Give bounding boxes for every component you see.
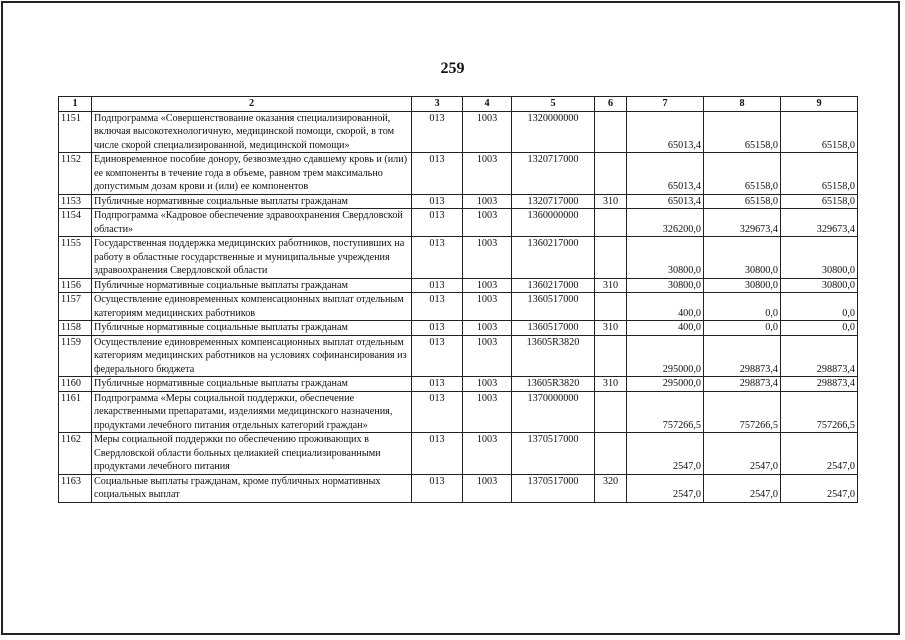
table-row — [59, 321, 858, 336]
row-amount-col9: 0,0 — [781, 293, 858, 321]
row-number: 1160 — [59, 377, 92, 392]
table-body — [59, 111, 858, 502]
row-amount-col7: 30800,0 — [627, 278, 704, 293]
row-section-code: 1003 — [463, 194, 512, 209]
table-row — [59, 474, 858, 502]
row-expense-type: 310 — [595, 377, 627, 392]
row-section-code: 1003 — [463, 321, 512, 336]
row-expense-type — [595, 293, 627, 321]
row-amount-col9: 329673,4 — [781, 209, 858, 237]
row-ministry-code: 013 — [412, 153, 463, 195]
row-amount-col8: 757266,5 — [704, 391, 781, 433]
row-ministry-code: 013 — [412, 391, 463, 433]
row-amount-col9: 298873,4 — [781, 335, 858, 377]
row-name: Подпрограмма «Меры социальной поддержки, обеспечение лекарственными препаратами, изделиями медицинского назначения, продуктами лечебного питания отдельных категорий граждан» — [92, 391, 412, 433]
row-amount-col8: 298873,4 — [704, 335, 781, 377]
row-expense-type — [595, 111, 627, 153]
table-row — [59, 391, 858, 433]
row-ministry-code: 013 — [412, 474, 463, 502]
row-number: 1163 — [59, 474, 92, 502]
budget-table — [58, 96, 858, 503]
row-ministry-code: 013 — [412, 335, 463, 377]
row-target-code: 1360217000 — [512, 278, 595, 293]
row-target-code: 1360517000 — [512, 321, 595, 336]
row-ministry-code: 013 — [412, 321, 463, 336]
column-header-5: 5 — [512, 97, 595, 112]
row-amount-col8: 2547,0 — [704, 433, 781, 475]
table-row — [59, 111, 858, 153]
row-section-code: 1003 — [463, 278, 512, 293]
row-amount-col8: 65158,0 — [704, 194, 781, 209]
row-number: 1154 — [59, 209, 92, 237]
row-target-code: 1370517000 — [512, 474, 595, 502]
row-amount-col8: 65158,0 — [704, 111, 781, 153]
row-name: Публичные нормативные социальные выплаты гражданам — [92, 377, 412, 392]
row-name: Публичные нормативные социальные выплаты гражданам — [92, 194, 412, 209]
row-number: 1158 — [59, 321, 92, 336]
row-name: Меры социальной поддержки по обеспечению проживающих в Свердловской области больных целиакией специализированными продуктами лечебного питания — [92, 433, 412, 475]
row-ministry-code: 013 — [412, 377, 463, 392]
row-name: Подпрограмма «Кадровое обеспечение здравоохранения Свердловской области» — [92, 209, 412, 237]
page-number: 259 — [440, 60, 465, 77]
row-number: 1153 — [59, 194, 92, 209]
column-header-2: 2 — [92, 97, 412, 112]
row-amount-col9: 298873,4 — [781, 377, 858, 392]
row-target-code: 13605R3820 — [512, 377, 595, 392]
row-section-code: 1003 — [463, 391, 512, 433]
table-row — [59, 278, 858, 293]
row-section-code: 1003 — [463, 209, 512, 237]
row-name: Подпрограмма «Совершенствование оказания специализированной, включая высокотехнологичную, медицинской помощи, скорой, в том числе скорой специализированной, медицинской помощи» — [92, 111, 412, 153]
row-number: 1156 — [59, 278, 92, 293]
table-row — [59, 335, 858, 377]
row-section-code: 1003 — [463, 111, 512, 153]
row-ministry-code: 013 — [412, 433, 463, 475]
column-header-7: 7 — [627, 97, 704, 112]
row-name: Государственная поддержка медицинских работников, поступивших на работу в областные государственные и муниципальные учреждения здравоохранения Свердловской области — [92, 237, 412, 279]
row-section-code: 1003 — [463, 293, 512, 321]
row-expense-type — [595, 153, 627, 195]
row-amount-col9: 30800,0 — [781, 278, 858, 293]
row-expense-type: 310 — [595, 321, 627, 336]
row-amount-col7: 30800,0 — [627, 237, 704, 279]
row-number: 1151 — [59, 111, 92, 153]
row-amount-col7: 295000,0 — [627, 377, 704, 392]
row-number: 1152 — [59, 153, 92, 195]
row-amount-col8: 65158,0 — [704, 153, 781, 195]
row-ministry-code: 013 — [412, 278, 463, 293]
row-amount-col9: 0,0 — [781, 321, 858, 336]
table-row — [59, 237, 858, 279]
row-amount-col8: 0,0 — [704, 321, 781, 336]
row-target-code: 1360517000 — [512, 293, 595, 321]
row-amount-col7: 295000,0 — [627, 335, 704, 377]
row-amount-col8: 30800,0 — [704, 278, 781, 293]
row-amount-col7: 65013,4 — [627, 111, 704, 153]
row-amount-col8: 329673,4 — [704, 209, 781, 237]
row-number: 1157 — [59, 293, 92, 321]
row-target-code: 1360000000 — [512, 209, 595, 237]
row-expense-type: 320 — [595, 474, 627, 502]
row-target-code: 13605R3820 — [512, 335, 595, 377]
row-amount-col9: 65158,0 — [781, 153, 858, 195]
column-header-4: 4 — [463, 97, 512, 112]
table-row — [59, 209, 858, 237]
row-ministry-code: 013 — [412, 194, 463, 209]
column-header-3: 3 — [412, 97, 463, 112]
row-target-code: 1370517000 — [512, 433, 595, 475]
column-header-6: 6 — [595, 97, 627, 112]
row-amount-col8: 298873,4 — [704, 377, 781, 392]
row-section-code: 1003 — [463, 335, 512, 377]
row-expense-type — [595, 335, 627, 377]
row-name: Осуществление единовременных компенсационных выплат отдельным категориям медицинских работников — [92, 293, 412, 321]
row-name: Единовременное пособие донору, безвозмездно сдавшему кровь и (или) ее компоненты в течение года в объеме, равном трем максимально допустимым дозам крови и (или) ее компонентов — [92, 153, 412, 195]
row-section-code: 1003 — [463, 433, 512, 475]
row-amount-col9: 2547,0 — [781, 433, 858, 475]
row-target-code: 1360217000 — [512, 237, 595, 279]
column-header-9: 9 — [781, 97, 858, 112]
table-row — [59, 153, 858, 195]
row-ministry-code: 013 — [412, 237, 463, 279]
row-number: 1159 — [59, 335, 92, 377]
row-amount-col7: 400,0 — [627, 321, 704, 336]
row-expense-type — [595, 237, 627, 279]
row-amount-col8: 0,0 — [704, 293, 781, 321]
row-amount-col7: 2547,0 — [627, 474, 704, 502]
row-amount-col8: 30800,0 — [704, 237, 781, 279]
row-ministry-code: 013 — [412, 293, 463, 321]
row-expense-type — [595, 433, 627, 475]
row-amount-col9: 757266,5 — [781, 391, 858, 433]
row-amount-col9: 30800,0 — [781, 237, 858, 279]
row-amount-col7: 400,0 — [627, 293, 704, 321]
row-expense-type — [595, 209, 627, 237]
row-section-code: 1003 — [463, 377, 512, 392]
column-header-8: 8 — [704, 97, 781, 112]
row-section-code: 1003 — [463, 153, 512, 195]
table-row — [59, 293, 858, 321]
row-amount-col8: 2547,0 — [704, 474, 781, 502]
row-number: 1162 — [59, 433, 92, 475]
row-section-code: 1003 — [463, 237, 512, 279]
row-target-code: 1370000000 — [512, 391, 595, 433]
row-amount-col7: 2547,0 — [627, 433, 704, 475]
row-amount-col7: 326200,0 — [627, 209, 704, 237]
row-name: Социальные выплаты гражданам, кроме публичных нормативных социальных выплат — [92, 474, 412, 502]
table-row — [59, 433, 858, 475]
row-ministry-code: 013 — [412, 111, 463, 153]
row-target-code: 1320717000 — [512, 194, 595, 209]
column-header-1: 1 — [59, 97, 92, 112]
table-row — [59, 194, 858, 209]
row-expense-type: 310 — [595, 278, 627, 293]
row-number: 1155 — [59, 237, 92, 279]
row-name: Осуществление единовременных компенсационных выплат отдельным категориям медицинских работников на условиях софинансирования из федерального бюджета — [92, 335, 412, 377]
row-amount-col7: 65013,4 — [627, 194, 704, 209]
row-target-code: 1320717000 — [512, 153, 595, 195]
row-amount-col7: 65013,4 — [627, 153, 704, 195]
row-amount-col9: 65158,0 — [781, 111, 858, 153]
row-expense-type — [595, 391, 627, 433]
row-number: 1161 — [59, 391, 92, 433]
row-ministry-code: 013 — [412, 209, 463, 237]
row-name: Публичные нормативные социальные выплаты гражданам — [92, 321, 412, 336]
row-section-code: 1003 — [463, 474, 512, 502]
row-amount-col9: 2547,0 — [781, 474, 858, 502]
row-amount-col9: 65158,0 — [781, 194, 858, 209]
row-name: Публичные нормативные социальные выплаты гражданам — [92, 278, 412, 293]
table-header-row — [59, 97, 858, 112]
table-row — [59, 377, 858, 392]
row-target-code: 1320000000 — [512, 111, 595, 153]
row-amount-col7: 757266,5 — [627, 391, 704, 433]
row-expense-type: 310 — [595, 194, 627, 209]
